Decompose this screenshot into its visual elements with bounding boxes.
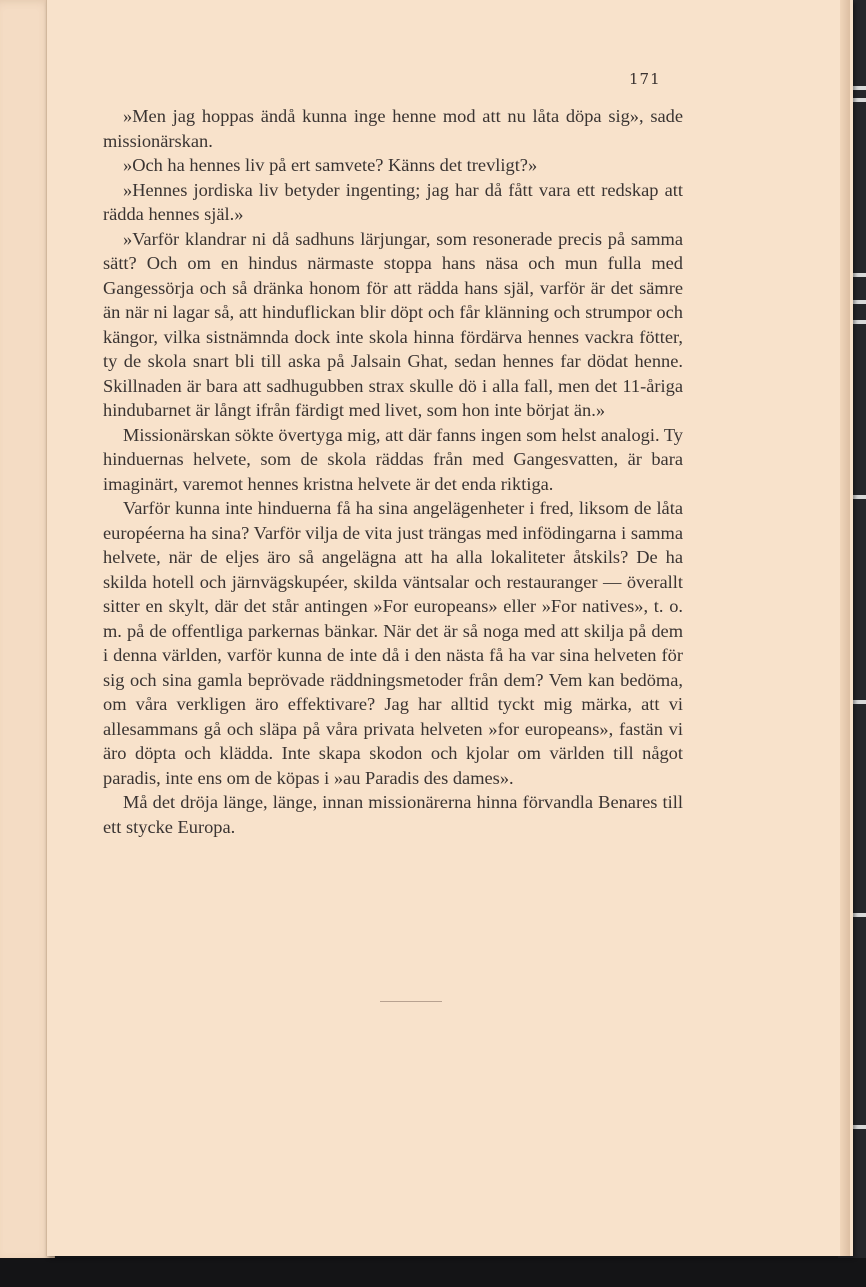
- paragraph: Missionärskan sökte övertyga mig, att där fanns ingen som helst analogi. Ty hinduernas helvete, som de skola räddas från med Gangesvatten, är bara imaginärt, varemot hennes kristna helvete är det enda riktiga.: [103, 424, 683, 494]
- page-number: 171: [629, 70, 661, 88]
- paragraph: Varför kunna inte hinduerna få ha sina angelägenheter i fred, liksom de låta européerna ha sina? Varför vilja de vita just trängas med infödingarna i samma helvete, när de eljes äro så angelägna att ha alla lokaliteter åtskils? De ha skilda hotell och järnvägskupéer, skilda väntsalar och restauranger — överallt sitter en skylt, där det står antingen »For europeans» eller »For natives», t. o. m. på de offentliga parkernas bänkar. När det är så noga med att skilja på dem i denna världen, varför kunna de inte då i den nästa få ha var sina helveten för sig och sina gamla beprövade räddningsmetoder från dem? Vem kan bedöma, om våra verkligen äro effektivare? Jag har alltid tyckt mig märka, att vi allesammans gå och släpa på våra privata helveten »for europeans», fastän vi äro döpta och klädda. Inte skapa skodon och kjolar om världen till något paradis, inte ens om de köpas i »au Paradis des dames».: [103, 498, 683, 788]
- page-edge: [840, 0, 850, 1256]
- paragraph: »Och ha hennes liv på ert samvete? Känns det trevligt?»: [123, 155, 538, 175]
- body-text: [103, 104, 683, 839]
- paragraph: »Hennes jordiska liv betyder ingenting; jag har då fått vara ett redskap att rädda hennes själ.»: [103, 179, 683, 224]
- paragraph: »Varför klandrar ni då sadhuns lärjungar, som resonerade precis på samma sätt? Och om en hindus närmaste stoppa hans näsa och mun fulla med Gangessörja och så dränka honom för att rädda hans själ, varför är det sämre än när ni lagar så, att hinduflickan blir döpt och får klänning och strumpor och kängor, vilka sistnämnda dock inte skola hinna fördärva hennes vackra fötter, ty de skola snart bli till aska på Jalsain Ghat, sedan hennes far dödat henne. Skillnaden är bara att sadhugubben strax skulle dö i alla fall, men det 11-åriga hindubarnet är långt ifrån färdigt med livet, som hon inte börjat än.»: [103, 228, 683, 420]
- scanner-bottom: [0, 1258, 866, 1287]
- section-end-rule: [380, 1001, 442, 1002]
- paragraph: Må det dröja länge, länge, innan missionärerna hinna förvandla Benares till ett stycke Europa.: [103, 792, 683, 837]
- paragraph: »Men jag hoppas ändå kunna inge henne mod att nu låta döpa sig», sade missionärskan.: [103, 106, 683, 151]
